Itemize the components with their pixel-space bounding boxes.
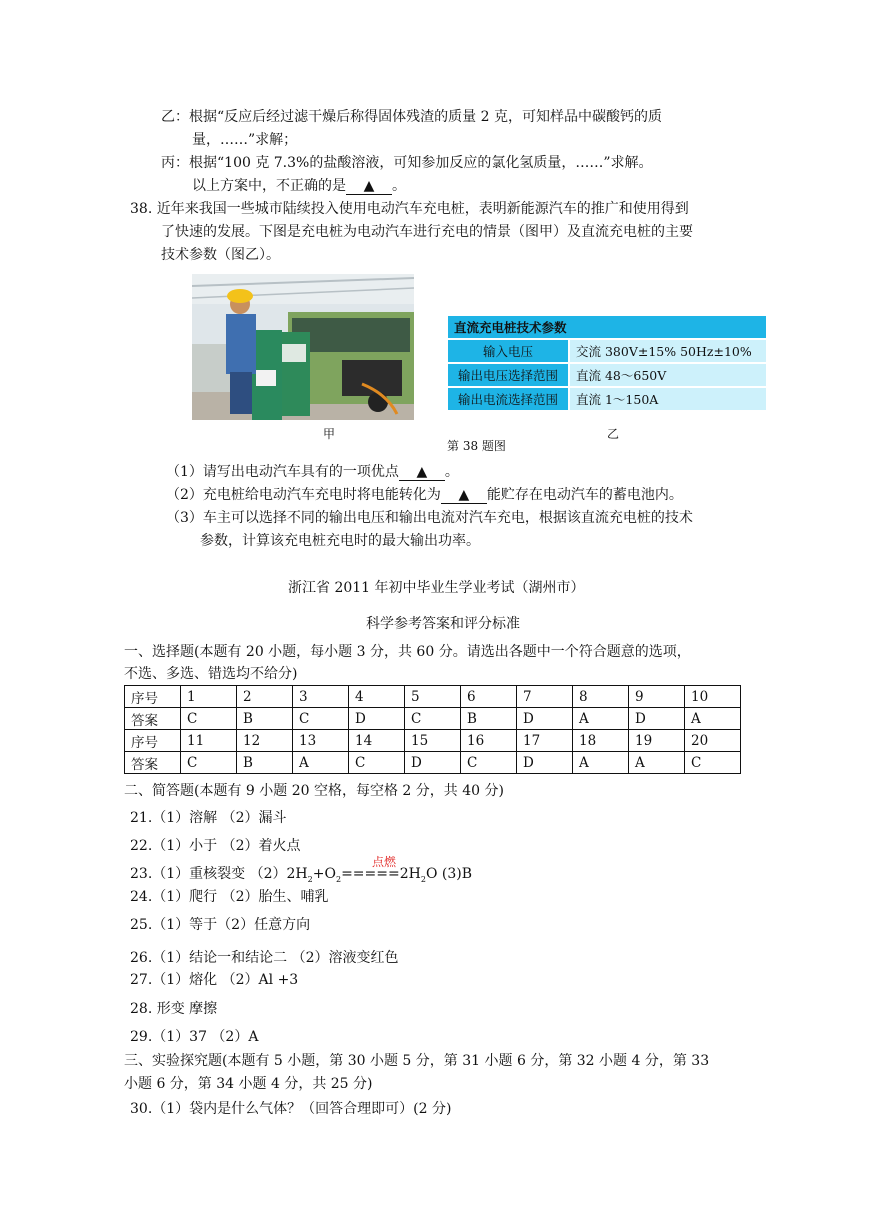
table-cell: 19 [629,730,685,752]
table-cell: D [517,752,573,774]
table-cell: 2 [237,686,293,708]
q38-sub1-end: 。 [444,464,459,480]
answer-23-part3: =====2H [341,866,421,882]
table-cell: C [293,708,349,730]
answer-23-part2: +O [312,866,336,882]
table-cell: 10 [685,686,741,708]
table-cell: 5 [405,686,461,708]
table-cell: D [629,708,685,730]
section1-heading-line1: 一、选择题(本题有 20 小题，每小题 3 分，共 60 分。请选出各题中一个符合题意的选项， [124,644,691,660]
table-cell: B [237,752,293,774]
table-row [125,686,741,708]
table-cell: 17 [517,730,573,752]
table-cell: 序号 [125,686,181,708]
q38-sub2 [166,485,683,505]
table-cell: 15 [405,730,461,752]
table-cell: 9 [629,686,685,708]
parameter-label: 输出电压选择范围 [448,364,568,386]
table-row [125,708,741,730]
table-cell: C [461,752,517,774]
parameter-value: 直流 48～650V [570,364,766,386]
q37-summary-end: 。 [392,178,406,194]
table-cell: A [573,752,629,774]
parameter-label: 输出电流选择范围 [448,388,568,410]
q38-sub2-text: （2）充电桩给电动汽车充电时将电能转化为 [166,487,441,503]
charger-parameter-table [446,314,768,412]
parameter-row [448,340,766,362]
q38-line1: 38. 近年来我国一些城市陆续投入使用电动汽车充电桩，表明新能源汽车的推广和使用得到 [130,201,689,217]
answer-23-part1: 23.（1）重核裂变 （2）2H [130,866,308,882]
q38-sub3-line1: （3）车主可以选择不同的输出电压和输出电流对汽车充电，根据该直流充电桩的技术 [166,510,693,526]
subscript-2: 2 [420,874,426,884]
answer-29: 29.（1）37 （2）A [130,1029,259,1045]
table-cell: C [181,708,237,730]
charging-scene-illustration [192,274,414,420]
figure-caption: 第 38 题图 [447,439,506,453]
figure-label-jia: 甲 [323,427,336,441]
table-cell: A [685,708,741,730]
table-cell: A [629,752,685,774]
charging-photo [192,274,414,420]
table-cell: B [237,708,293,730]
table-cell: 13 [293,730,349,752]
subscript-2: 2 [335,874,342,884]
answer-30: 30.（1）袋内是什么气体？（回答合理即可）(2 分) [130,1101,452,1117]
table-cell: 6 [461,686,517,708]
table-cell: B [461,708,517,730]
subscript-2: 2 [307,874,313,884]
q38-line2: 了快速的发展。下图是充电桩为电动汽车进行充电的情景（图甲）及直流充电桩的主要 [161,224,693,240]
table-cell: 7 [517,686,573,708]
table-cell: 12 [237,730,293,752]
answer-title: 浙江省 2011 年初中毕业生学业考试（湖州市） [288,580,585,596]
q38-sub3-line2: 参数，计算该充电桩充电时的最大输出功率。 [200,533,480,549]
choice-answer-table [124,685,741,774]
q38-line3: 技术参数（图乙）。 [161,247,280,263]
condition-ignite: 点燃 [372,855,397,869]
table-cell: C [685,752,741,774]
section3-heading-line2: 小题 6 分，第 34 小题 4 分，共 25 分) [124,1076,373,1092]
table-cell: 14 [349,730,405,752]
parameter-value: 直流 1～150A [570,388,766,410]
q37-yi-line1: 乙：根据“反应后经过滤干燥后称得固体残渣的质量 2 克，可知样品中碳酸钙的质 [161,109,662,125]
q37-summary [192,176,406,196]
table-cell: 8 [573,686,629,708]
table-row [125,752,741,774]
q37-bing-line: 丙：根据“100 克 7.3%的盐酸溶液，可知参加反应的氯化氢质量，……”求解。 [161,155,653,171]
table-cell: 1 [181,686,237,708]
q37-yi-line2: 量，……”求解； [192,132,298,148]
answer-27: 27.（1）熔化 （2）Al +3 [130,972,299,988]
q37-answer-blank: ▲ [346,178,392,195]
table-cell: 3 [293,686,349,708]
q38-sub1-blank: ▲ [399,464,445,481]
parameter-row [448,388,766,410]
section2-heading: 二、简答题(本题有 9 小题 20 空格，每空格 2 分，共 40 分) [124,783,504,799]
table-cell: 16 [461,730,517,752]
answer-26: 26.（1）结论一和结论二 （2）溶液变红色 [130,950,399,966]
table-cell: D [405,752,461,774]
section1-heading-line2: 不选、多选、错选均不给分) [124,666,298,682]
q38-sub2-end: 能贮存在电动汽车的蓄电池内。 [486,487,683,503]
parameter-label: 输入电压 [448,340,568,362]
table-cell: D [349,708,405,730]
answer-23 [130,864,472,890]
table-cell: 答案 [125,708,181,730]
answer-23-part4: O (3)B [425,866,472,882]
answer-28: 28. 形变 摩擦 [130,1001,218,1017]
answer-25: 25.（1）等于（2）任意方向 [130,917,311,933]
figure-label-yi: 乙 [607,427,620,441]
answer-subtitle: 科学参考答案和评分标准 [366,616,520,632]
table-cell: 4 [349,686,405,708]
section3-heading-line1: 三、实验探究题(本题有 5 小题，第 30 小题 5 分，第 31 小题 6 分，第 32 小题 4 分，第 33 [124,1053,710,1069]
q38-sub1-text: （1）请写出电动汽车具有的一项优点 [166,464,399,480]
table-cell: 18 [573,730,629,752]
answer-22: 22.（1）小于 （2）着火点 [130,838,301,854]
table-cell: 11 [181,730,237,752]
table-cell: A [573,708,629,730]
parameter-value: 交流 380V±15% 50Hz±10% [570,340,766,362]
table-cell: A [293,752,349,774]
table-cell: C [181,752,237,774]
table-cell: C [405,708,461,730]
parameter-table-title: 直流充电桩技术参数 [448,316,766,338]
parameter-row [448,364,766,386]
table-cell: 20 [685,730,741,752]
q38-sub1 [166,462,459,482]
q37-summary-text: 以上方案中，不正确的是 [192,178,346,194]
answer-21: 21.（1）溶解 （2）漏斗 [130,810,287,826]
table-row [125,730,741,752]
q38-sub2-blank: ▲ [441,487,487,504]
table-cell: 序号 [125,730,181,752]
answer-24: 24.（1）爬行 （2）胎生、哺乳 [130,889,329,905]
table-cell: D [517,708,573,730]
table-cell: C [349,752,405,774]
table-cell: 答案 [125,752,181,774]
